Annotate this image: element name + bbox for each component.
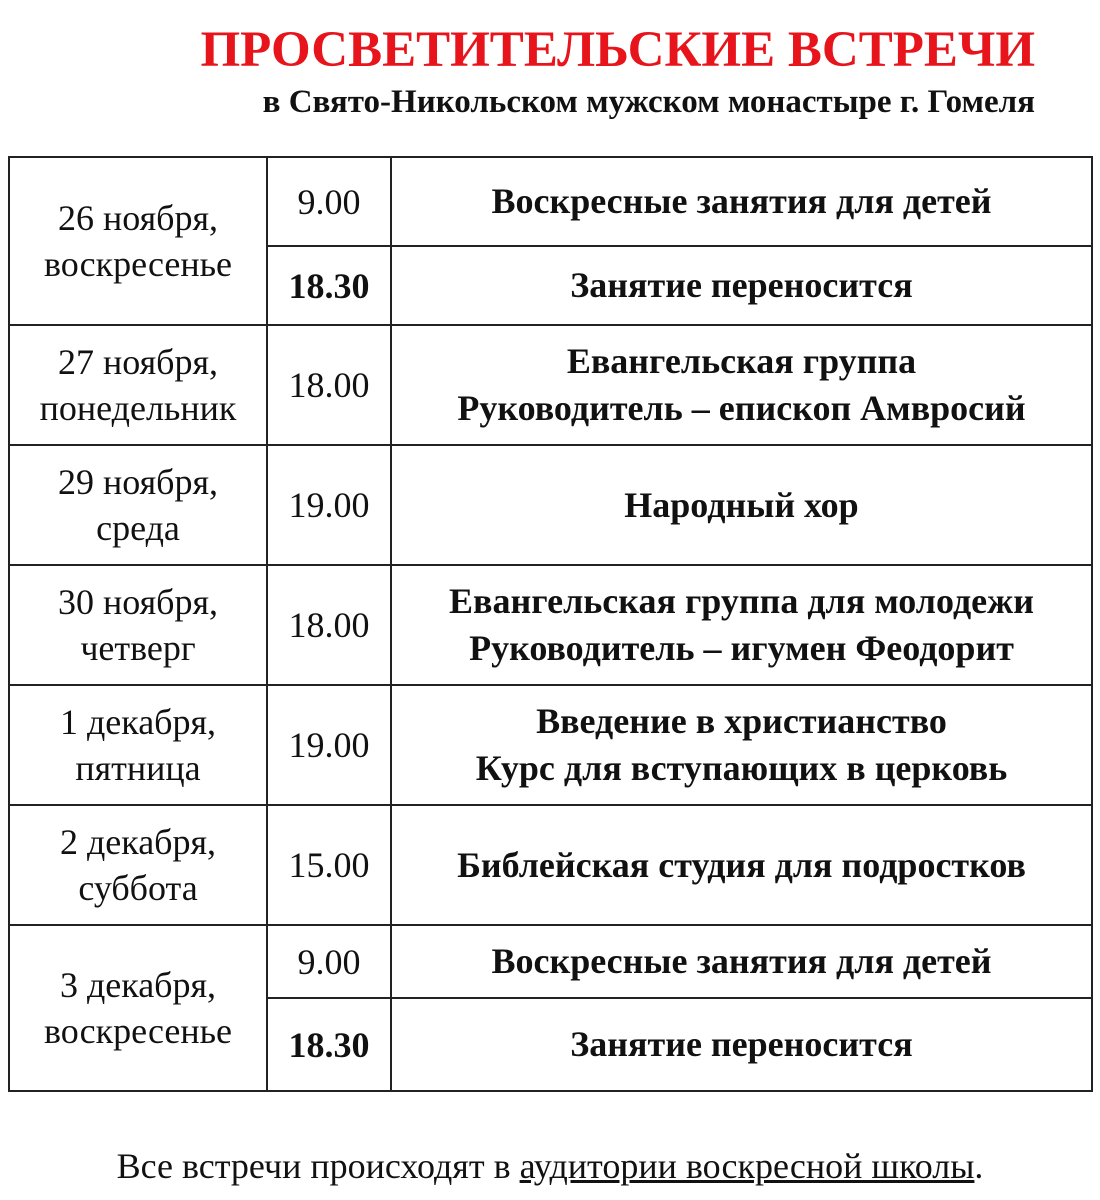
date-line: 2 декабря, xyxy=(59,822,217,862)
event-line: Народный хор xyxy=(624,484,859,525)
date-cell xyxy=(9,685,267,805)
table-row xyxy=(9,685,1092,805)
event-line: Занятие переносится xyxy=(570,1024,913,1064)
time-cell: 19.00 xyxy=(267,685,391,805)
time-cell: 15.00 xyxy=(267,805,391,925)
event-cell xyxy=(391,157,1092,246)
table-row xyxy=(9,157,1092,246)
event-line: Воскресные занятия для детей xyxy=(491,941,992,981)
date-line: 26 ноября, xyxy=(57,198,218,238)
date-line: 1 декабря, xyxy=(59,702,217,742)
page-title: ПРОСВЕТИТЕЛЬСКИЕ ВСТРЕЧИ xyxy=(200,22,1035,78)
date-line: 27 ноября, xyxy=(57,342,218,382)
date-cell xyxy=(9,565,267,685)
time-cell: 9.00 xyxy=(267,157,391,246)
table-row xyxy=(9,565,1092,685)
weekday-line: четверг xyxy=(80,628,196,668)
page-subtitle: в Свято-Никольском мужском монастыре г. Гомеля xyxy=(262,84,1035,120)
event-cell xyxy=(391,998,1092,1091)
date-cell xyxy=(9,325,267,445)
table-row xyxy=(9,805,1092,925)
event-cell xyxy=(391,565,1092,685)
event-cell xyxy=(391,805,1092,925)
weekday-line: воскресенье xyxy=(43,244,233,284)
date-cell xyxy=(9,445,267,565)
time-cell: 18.30 xyxy=(267,998,391,1091)
weekday-line: суббота xyxy=(78,868,198,908)
event-cell xyxy=(391,925,1092,998)
date-cell xyxy=(9,805,267,925)
footer-text: Все встречи происходят в xyxy=(116,1146,520,1186)
time-cell: 18.00 xyxy=(267,325,391,445)
date-cell xyxy=(9,925,267,1091)
event-line: Введение в христианство xyxy=(536,701,947,741)
event-cell xyxy=(391,246,1092,325)
time-cell: 18.30 xyxy=(267,246,391,325)
date-cell xyxy=(9,157,267,325)
date-line: 29 ноября, xyxy=(57,462,218,502)
table-row xyxy=(9,325,1092,445)
event-line: Евангельская группа xyxy=(566,341,917,381)
weekday-line: среда xyxy=(96,508,180,548)
event-line: Воскресные занятия для детей xyxy=(491,181,992,221)
time-cell: 18.00 xyxy=(267,565,391,685)
event-line: Руководитель – епископ Амвросий xyxy=(457,388,1026,428)
weekday-line: воскресенье xyxy=(43,1011,233,1051)
table-row xyxy=(9,445,1092,565)
date-line: 3 декабря, xyxy=(59,965,217,1005)
event-cell xyxy=(391,325,1092,445)
date-line: 30 ноября, xyxy=(57,582,218,622)
event-line: Библейская студия для подростков xyxy=(457,844,1026,885)
event-line: Курс для вступающих в церковь xyxy=(475,748,1008,788)
table-row xyxy=(9,925,1092,998)
footer-location-text: аудитории воскресной школы xyxy=(519,1146,975,1186)
event-line: Занятие переносится xyxy=(570,265,913,305)
event-cell xyxy=(391,685,1092,805)
event-line: Руководитель – игумен Феодорит xyxy=(469,628,1014,668)
weekday-line: пятница xyxy=(75,748,201,788)
time-cell: 19.00 xyxy=(267,445,391,565)
event-line: Евангельская группа для молодежи xyxy=(449,581,1034,621)
time-cell: 9.00 xyxy=(267,925,391,998)
event-cell xyxy=(391,445,1092,565)
footer-note xyxy=(0,1143,1100,1189)
schedule-table xyxy=(8,156,1093,1092)
weekday-line: понедельник xyxy=(39,388,237,428)
footer-period: . xyxy=(974,1146,984,1186)
